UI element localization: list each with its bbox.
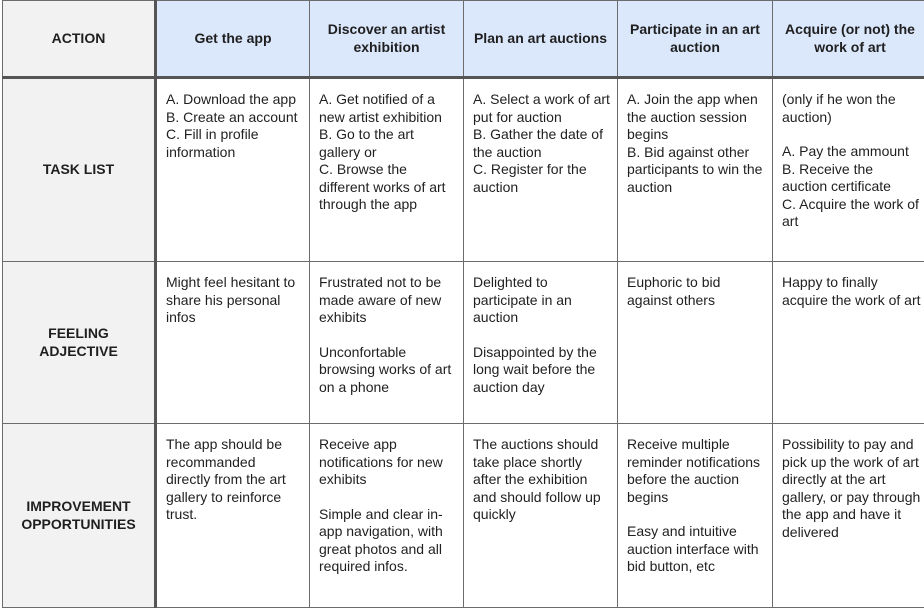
stage-header-acquire-art: Acquire (or not) the work of art: [773, 1, 924, 78]
improvement-cell-discover-exhibition: [310, 424, 464, 608]
cell-text: A. Pay the ammount B. Receive the auction certificate C. Acquire the work of art: [782, 143, 921, 231]
task-cell-participate-auction: [618, 78, 773, 262]
cell-text: The app should be recommanded directly from the art gallery to reinforce trust.: [166, 436, 303, 524]
cell-text: (only if he won the auction): [782, 91, 921, 126]
cell-text: Delighted to participate in an auction: [473, 274, 611, 327]
improvement-cell-get-app: [156, 424, 310, 608]
cell-text: Frustrated not to be made aware of new exhibits: [319, 274, 457, 327]
cell-text: A. Select a work of art put for auction B. Gather the date of the auction C. Register for the auction: [473, 91, 611, 196]
cell-text: The auctions should take place shortly after the exhibition and should follow up quickly: [473, 436, 611, 524]
feeling-adjective-label: FEELING ADJECTIVE: [3, 262, 156, 424]
cell-text: Simple and clear in-app navigation, with great photos and all required infos.: [319, 506, 457, 576]
cell-text: Unconfortable browsing works of art on a phone: [319, 344, 457, 397]
cell-text: Receive multiple reminder notifications before the auction begins: [627, 436, 766, 506]
task-cell-plan-auction: [464, 78, 618, 262]
task-cell-acquire-art: [773, 78, 924, 262]
cell-text: Easy and intuitive auction interface with bid button, etc: [627, 523, 766, 576]
task-list-row: [3, 78, 924, 262]
improvement-cell-acquire-art: [773, 424, 924, 608]
stage-header-plan-auction: Plan an art auctions: [464, 1, 618, 78]
task-cell-get-app: [156, 78, 310, 262]
cell-text: Euphoric to bid against others: [627, 274, 766, 309]
improvement-cell-participate-auction: [618, 424, 773, 608]
stage-header-get-app: Get the app: [156, 1, 310, 78]
cell-text: Possibility to pay and pick up the work of art directly at the art gallery, or pay through the app and have it delivered: [782, 436, 921, 541]
cell-text: Disappointed by the long wait before the auction day: [473, 344, 611, 397]
stage-header-participate-auction: Participate in an art auction: [618, 1, 773, 78]
cell-text: A. Join the app when the auction session begins B. Bid against other participants to win the auction: [627, 91, 766, 196]
action-header: ACTION: [3, 1, 156, 78]
feeling-cell-discover-exhibition: [310, 262, 464, 424]
header-row: [3, 1, 924, 78]
feeling-cell-participate-auction: [618, 262, 773, 424]
feeling-adjective-row: [3, 262, 924, 424]
user-journey-table: [2, 0, 924, 608]
task-cell-discover-exhibition: [310, 78, 464, 262]
improvement-cell-plan-auction: [464, 424, 618, 608]
feeling-cell-plan-auction: [464, 262, 618, 424]
improvement-opportunities-label: IMPROVEMENT OPPORTUNITIES: [3, 424, 156, 608]
cell-text: Might feel hesitant to share his personal infos: [166, 274, 303, 327]
cell-text: A. Get notified of a new artist exhibition B. Go to the art gallery or C. Browse the different works of art through the app: [319, 91, 457, 214]
improvement-opportunities-row: [3, 424, 924, 608]
feeling-cell-get-app: [156, 262, 310, 424]
feeling-cell-acquire-art: [773, 262, 924, 424]
cell-text: Happy to finally acquire the work of art: [782, 274, 921, 309]
cell-text: Receive app notifications for new exhibits: [319, 436, 457, 489]
stage-header-discover-exhibition: Discover an artist exhibition: [310, 1, 464, 78]
cell-text: A. Download the app B. Create an account C. Fill in profile information: [166, 91, 303, 161]
task-list-label: TASK LIST: [3, 78, 156, 262]
